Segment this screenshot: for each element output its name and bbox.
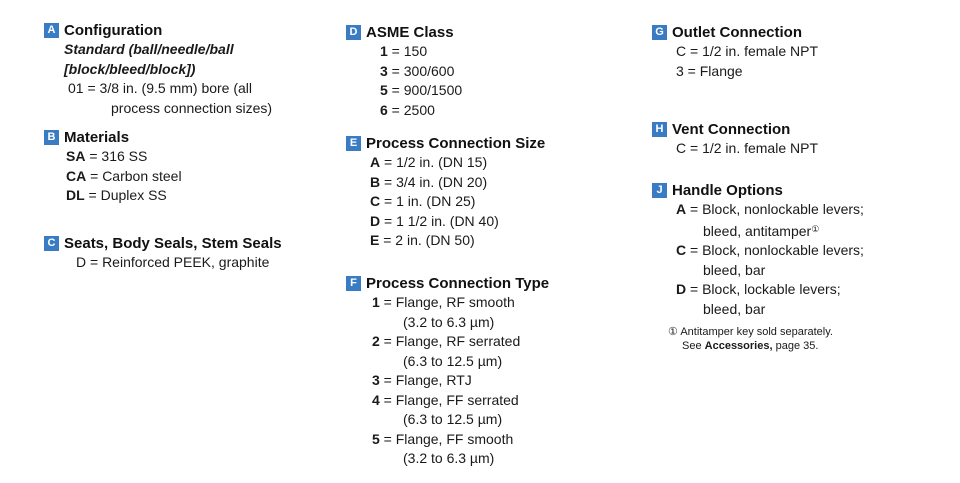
footnote-line-1: ① Antitamper key sold separately. [668,326,833,338]
config-subtitle-line-1: Standard (ball/needle/ball [64,41,234,57]
list-item-continuation: bleed, bar [703,261,766,278]
section-process-connection-size [346,133,545,251]
list-item-continuation: (6.3 to 12.5 µm) [403,411,503,427]
list-item: 3 = Flange, RTJ [372,372,472,388]
section-configuration [44,20,272,118]
section-badge: B [44,130,59,145]
section-materials [44,127,182,206]
list-item: 3 = 300/600 [380,62,455,79]
config-subtitle-line-2: [block/bleed/block]) [64,60,196,77]
list-item-continuation: (6.3 to 12.5 µm) [403,352,503,369]
section-badge: C [44,236,59,251]
list-item: A = Block, nonlockable levers; [676,201,864,217]
list-item: 3 = Flange [676,62,743,79]
list-item: 1 = Flange, RF smooth [372,294,515,310]
section-badge: D [346,25,361,40]
list-item: E = 2 in. (DN 50) [370,232,475,248]
list-item: 5 = 900/1500 [380,82,463,98]
section-header [652,119,818,139]
list-item: 2 = Flange, RF serrated [372,333,521,349]
list-item: C = 1 in. (DN 25) [370,193,476,209]
list-item-continuation: bleed, bar [703,300,766,317]
section-handle-options [652,180,864,353]
section-badge: G [652,25,667,40]
section-header [652,180,864,200]
list-item: DL = Duplex SS [66,187,167,203]
config-option-line-1: 01 = 3/8 in. (9.5 mm) bore (all [68,80,253,96]
footnote [652,325,864,353]
section-badge: J [652,183,667,198]
list-item: D = 1 1/2 in. (DN 40) [370,212,499,229]
list-item: A = 1/2 in. (DN 15) [370,154,488,170]
section-title: Handle Options [672,181,783,199]
section-badge: H [652,122,667,137]
list-item: 1 = 150 [380,43,428,59]
section-title: Outlet Connection [672,23,802,41]
list-item: 4 = Flange, FF serrated [372,391,519,408]
section-vent-connection [652,119,818,159]
config-option-line-2: process connection sizes) [111,99,273,116]
list-item-continuation: bleed, antitamper① [703,222,820,239]
list-item: D = Reinforced PEEK, graphite [76,254,270,270]
list-item-continuation: (3.2 to 6.3 µm) [403,450,495,466]
list-item: SA = 316 SS [66,148,148,164]
list-item: CA = Carbon steel [66,167,182,184]
section-header [44,127,182,147]
section-title: Process Connection Type [366,274,550,292]
list-item: D = Block, lockable levers; [676,281,841,297]
section-title: Materials [64,128,130,146]
list-item: C = Block, nonlockable levers; [676,242,864,258]
list-item: 5 = Flange, FF smooth [372,430,514,447]
section-badge: E [346,136,361,151]
section-title: ASME Class [366,23,454,41]
section-process-connection-type [346,273,549,469]
list-item: 6 = 2500 [380,101,435,118]
footnote-marker: ① [811,223,820,234]
section-header [44,233,282,253]
list-item: C = 1/2 in. female NPT [676,140,819,156]
section-header [346,133,545,153]
section-header [652,22,818,42]
section-title: Seats, Body Seals, Stem Seals [64,234,282,252]
section-seats-seals [44,233,282,273]
list-item: C = 1/2 in. female NPT [676,43,819,59]
footnote-line-2: See Accessories, page 35. [682,340,819,352]
list-item: B = 3/4 in. (DN 20) [370,173,488,190]
section-title: Configuration [64,21,163,39]
section-outlet-connection [652,22,818,81]
section-header [44,20,272,40]
section-header [346,273,549,293]
section-badge: A [44,23,59,38]
list-item-continuation: (3.2 to 6.3 µm) [403,313,495,330]
section-badge: F [346,276,361,291]
section-asme-class [346,22,462,120]
section-header [346,22,462,42]
section-title: Vent Connection [672,120,791,138]
section-title: Process Connection Size [366,134,546,152]
